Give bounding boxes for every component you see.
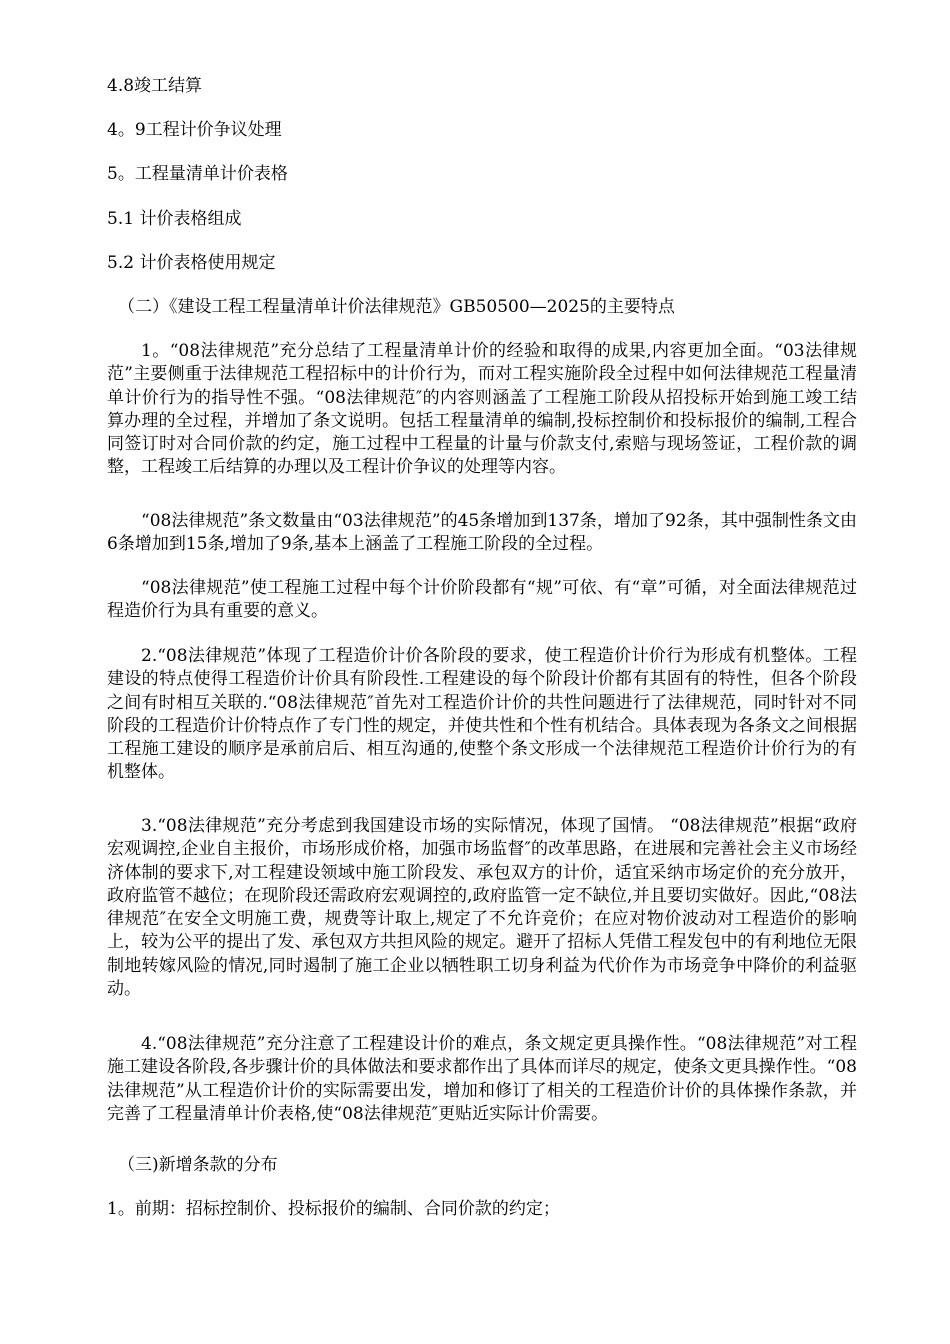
section-2-paragraph-2: “08法律规范”条文数量由“03法律规范”的45条增加到137条，增加了92条，其中强制性条文由6条增加到15条,增加了9条,基本上涵盖了工程施工阶段的全过程。 bbox=[107, 511, 857, 555]
section-2-paragraph-5: 3.“08法律规范”充分考虑到我国建设市场的实际情况，体现了国情。 “08法律规范”根据“政府宏观调控,企业自主报价，市场形成价格，加强市场监督″的改革思路，在进展和完善社会主义市场经济体制的要求下,对工程建设领域中施工阶段发、承包双方的计价，适宜采纳市场定价的充分放开，政府监管不越位；在现阶段还需政府宏观调控的,政府监管一定不缺位,并且要切实做好。因此,“08法律规范″在安全文明施工费，规费等计取上,规定了不允许竞价；在应对物价波动对工程造价的影响上，较为公平的提出了发、承包双方共担风险的规定。避开了招标人凭借工程发包中的有利地位无限制地转嫁风险的情况,同时遏制了施工企业以牺牲职工切身利益为代价作为市场竞争中降价的利益驱动。 bbox=[107, 816, 857, 1000]
section-2-paragraph-4: 2.“08法律规范”体现了工程造价计价各阶段的要求，使工程造价计价行为形成有机整体。工程建设的特点使得工程造价计价具有阶段性.工程建设的每个阶段计价都有其固有的特性，但各个阶段之间有时相互关联的.“08法律规范″首先对工程造价计价的共性问题进行了法律规范，同时针对不同阶段的工程造价计价特点作了专门性的规定，并使共性和个性有机结合。具体表现为各条文之间根据工程施工建设的顺序是承前启后、相互沟通的,使整个条文形成一个法律规范工程造价计价行为的有机整体。 bbox=[107, 646, 857, 783]
section-3-heading: （三)新增条款的分布 bbox=[118, 1155, 278, 1175]
toc-item-5-2: 5.2 计价表格使用规定 bbox=[107, 253, 276, 273]
section-2-paragraph-6: 4.“08法律规范”充分注意了工程建设计价的难点，条文规定更具操作性。“08法律规范”对工程施工建设各阶段,各步骤计价的具体做法和要求都作出了具体而详尽的规定，使条文更具操作性。“08法律规范”从工程造价计价的实际需要出发，增加和修订了相关的工程造价计价的具体操作条款，并完善了工程量清单计价表格,使“08法律规范″更贴近实际计价需要。 bbox=[107, 1034, 857, 1124]
toc-item-4-9: 4。9工程计价争议处理 bbox=[107, 120, 282, 140]
section-2-paragraph-1: 1。“08法律规范”充分总结了工程量清单计价的经验和取得的成果,内容更加全面。“03法律规范”主要侧重于法律规范工程招标中的计价行为，而对工程实施阶段全过程中如何法律规范工程量清单计价行为的指导性不强。“08法律规范″的内容则涵盖了工程施工阶段从招投标开始到施工竣工结算办理的全过程，并增加了条文说明。包括工程量清单的编制,投标控制价和投标报价的编制,工程合同签订时对合同价款的约定，施工过程中工程量的计量与价款支付,索赔与现场签证，工程价款的调整，工程竣工后结算的办理以及工程计价争议的处理等内容。 bbox=[107, 341, 857, 478]
toc-item-5-1: 5.1 计价表格组成 bbox=[107, 209, 242, 229]
section-2-heading: （二）《建设工程工程量清单计价法律规范》GB50500—2025的主要特点 bbox=[118, 297, 675, 317]
toc-item-5: 5。工程量清单计价表格 bbox=[107, 164, 288, 184]
section-3-item-1: 1。前期：招标控制价、投标报价的编制、合同价款的约定； bbox=[107, 1199, 560, 1219]
toc-item-4-8: 4.8竣工结算 bbox=[107, 76, 203, 96]
section-2-paragraph-3: “08法律规范”使工程施工过程中每个计价阶段都有“规”可依、有“章”可循，对全面法律规范过程造价行为具有重要的意义。 bbox=[107, 578, 857, 622]
